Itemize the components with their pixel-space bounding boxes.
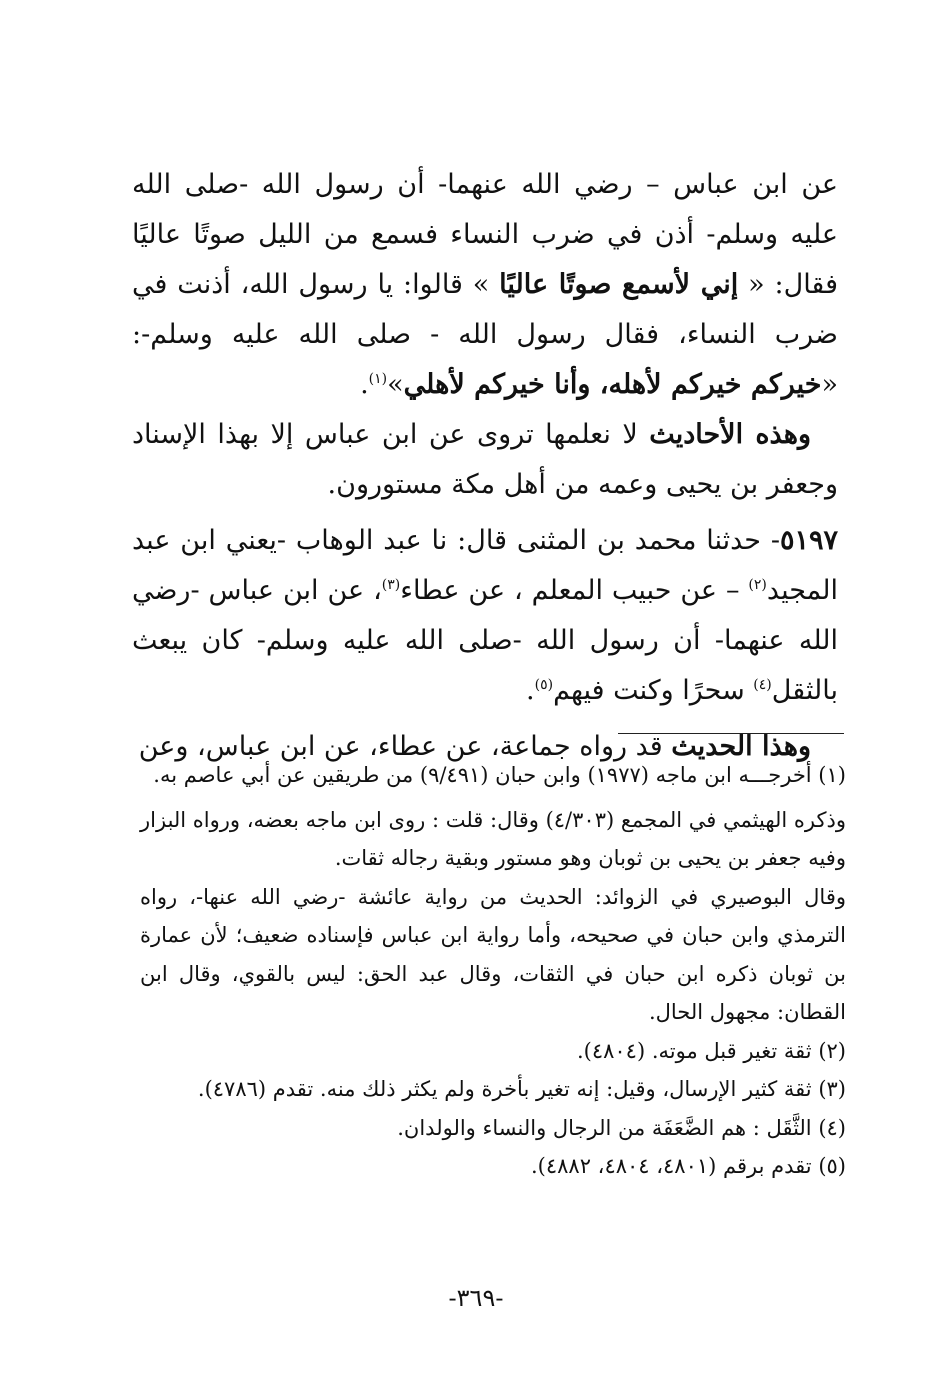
footnote-4: (٤) الثَّقَل : هم الضَّعَفَة من الرجال والنساء والولدان. [397, 1115, 846, 1140]
text-run: لا نعلمها تروى عن ابن عباس إلا بهذا الإسناد وجعفر بن يحيى وعمه من أهل مكة مستورون. [132, 419, 838, 500]
footnote-1-para-2: وذكره الهيثمي في المجمع (٤/٣٠٣) وقال: قلت : روى ابن ماجه بعضه، ورواه البزار وفيه جعفر بن يحيى بن ثوبان وهو مستور وبقية رجاله ثقات. [140, 807, 846, 870]
bold-lead: وهذه الأحاديث [649, 419, 811, 450]
text-run: - حدثنا محمد بن المثنى قال: نا عبد الوهاب -يعني ابن عبد المجيد [132, 525, 838, 606]
footnote-5: (٥) تقدم برقم (٤٨٠١، ٤٨٠٤، ٤٨٨٢). [531, 1154, 846, 1178]
footnote-1-para-3: وقال البوصيري في الزوائد: الحديث من رواية عائشة -رضي الله عنها-، رواه الترمذي وابن حبان في صحيحه، وأما رواية ابن عباس فإسناده ضعيف؛ لأن عمارة بن ثوبان ذكره ابن حبان في الثقات، وقال عبد الحق: ليس بالقوي، وقال ابن القطان: مجهول الحال. [140, 884, 846, 1024]
text-run: ، عن ابن عباس -رضي الله عنهما- أن رسول الله -صلى الله عليه وسلم- كان يبعث بالثقل [132, 575, 838, 706]
footnotes [140, 756, 846, 1186]
text-run: – عن حبيب المعلم ، عن عطاء [400, 575, 749, 606]
hadith-number: ٥١٩٧ [779, 525, 838, 556]
text-run: » [387, 369, 404, 400]
bold-quote: إني لأسمع صوتًا عاليًا [499, 269, 739, 300]
page-number: -٣٦٩- [448, 1284, 504, 1312]
paragraph-hadith-5197 [132, 516, 838, 716]
bold-quote: خيركم خيركم لأهله، وأنا خيركم لأهلي [403, 369, 822, 400]
footnote-ref-1: (١) [368, 371, 388, 387]
footnote-ref-4: (٤) [753, 677, 772, 693]
bold-lead: وهذا الحديث [671, 731, 811, 762]
paragraph-hadith-1 [132, 160, 838, 410]
paragraph-commentary [132, 410, 838, 510]
text-run: . [360, 369, 369, 400]
footnote-1: (١) أخرجـــه ابن ماجه (١٩٧٧) وابن حبان (٩/٤٩١) من طريقين عن أبي عاصم به. [153, 763, 846, 787]
text-run: عن ابن عباس – رضي الله عنهما- أن رسول الله -صلى الله عليه وسلم- أذن في ضرب النساء فسمع من الليل صوتًا عاليًا فقال: « [132, 169, 838, 300]
text-run: » قالوا: يا رسول الله، أذنت في ضرب النساء، فقال رسول الله - صلى الله عليه وسلم-: « [132, 269, 838, 400]
text-run: قد رواه جماعة، عن عطاء، عن ابن عباس، وعن [138, 731, 672, 762]
footnote-ref-2: (٢) [748, 577, 767, 593]
footnote-2: (٢) ثقة تغير قبل موته. (٤٨٠٤). [576, 1038, 846, 1063]
text-run: . [526, 675, 535, 706]
footnote-separator [618, 733, 844, 734]
text-run: سحرًا وكنت فيهم [553, 675, 754, 706]
footnote-ref-5: (٥) [534, 677, 554, 693]
main-text [132, 160, 838, 772]
footnote-3: (٣) ثقة كثير الإرسال، وقيل: إنه تغير بأخرة ولم يكثر ذلك منه. تقدم (٤٧٨٦). [197, 1077, 846, 1101]
footnote-ref-3: (٣) [381, 577, 401, 593]
